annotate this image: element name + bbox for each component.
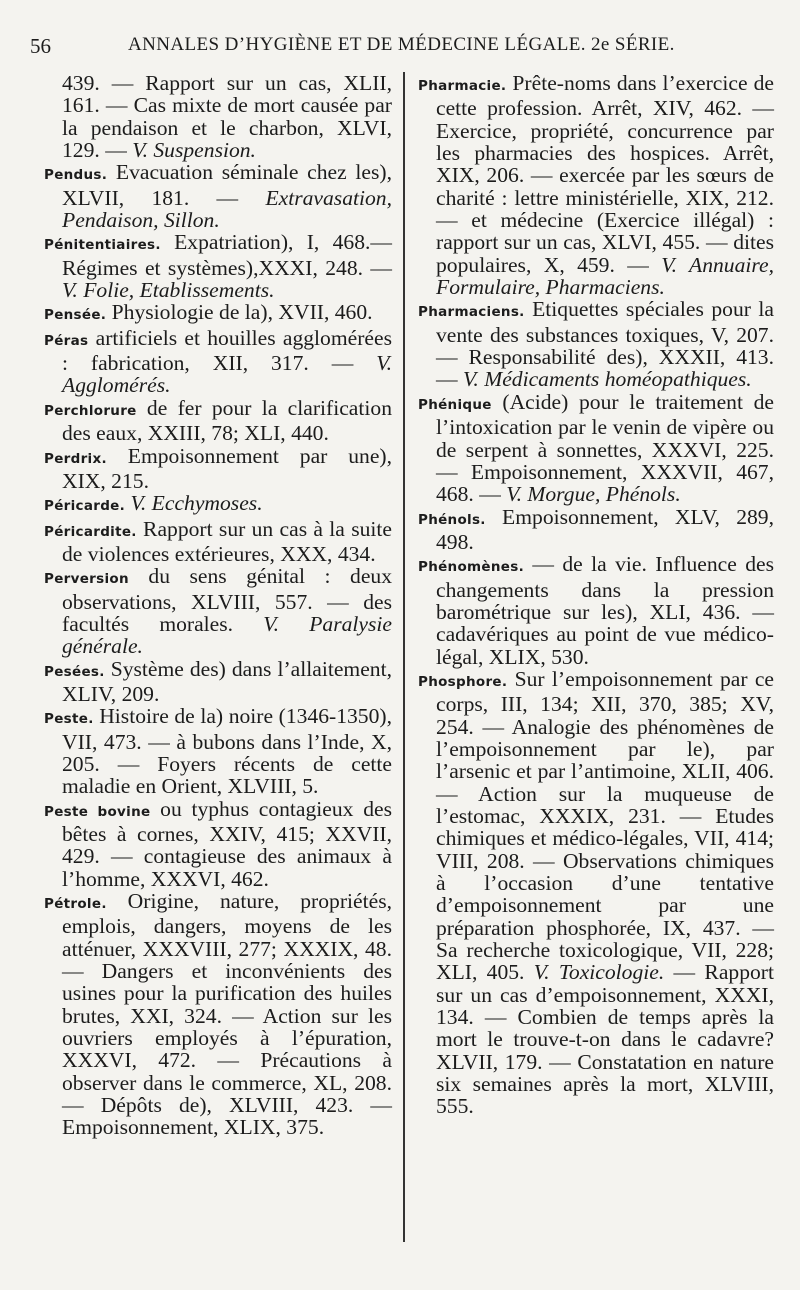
entry-text: — de la vie. Influence des changements dans la pression barométrique sur les), XLI, 436. — cadavériques au point de vue médico-légal, XLIX, 530. (436, 552, 774, 669)
entry-cross-reference: V. Paralysie générale. (62, 611, 392, 659)
index-entry (418, 668, 774, 1118)
continuation-ref: V. Suspension. (132, 138, 256, 163)
index-entry (44, 658, 392, 706)
entry-cross-reference: V. Folie, Etablissements. (62, 278, 275, 303)
entry-headword: Pendus. (44, 167, 108, 184)
entry-headword: Péricarde. (44, 498, 126, 515)
entry-text: Sur l’empoisonnement par ce corps, III, 134; XII, 370, 385; XV, 254. — Analogie des phénomènes de l’empoisonnement par le), par l’arsenic et par l’antimoine, XLII, 406. — Action sur la muqueuse de l’estomac, XXXIX, 231. — Etudes chimiques et médico-légales, VII, 414; VIII, 208. — Observations chimiques à l’occasion d’une tentative d’empoisonnement par une préparation phosphorée, IX, 437. — Sa recherche toxicologique, VII, 228; XLI, 405. (436, 666, 774, 985)
entry-headword: Phénols. (418, 511, 486, 528)
index-entry (44, 445, 392, 493)
entry-headword: Pétrole. (44, 896, 107, 913)
entry-text: Origine, nature, propriétés, emplois, dangers, moyens de les atténuer, XXXVIII, 277; XXXIX, 48. — Dangers et inconvénients des usines pour la purification des huiles brutes, XXI, 324. — Action sur les ouvriers employés à l’épuration, XXXVI, 472. — Précautions à observer dans le commerce, XL, 208. — Dépôts de), XLVIII, 423. — Empoisonnement, XLIX, 375. (62, 889, 392, 1140)
index-entry (418, 553, 774, 668)
continuation-text: 439. — Rapport sur un cas, XLII, 161. — Cas mixte de mort causée par la pendaison et le charbon, XLVI, 129. — (62, 71, 392, 163)
index-entry (44, 518, 392, 566)
left-entries (44, 161, 392, 1138)
entry-text: (Acide) pour le traitement de l’intoxication par le venin de vipère ou de serpent à sonnettes, XXXVI, 225. — Empoisonnement, XXXVII, 467, 468. — (436, 389, 774, 507)
entry-text: Prête-noms dans l’exercice de cette profession. Arrêt, XIV, 462. — Exercice, propriété, concurrence par les pharmacies des hospices. Arrêt, XIX, 206. — exercée par les sœurs de charité : lettre ministérielle, XIX, 212. — et médecine (Exercice illégal) : rapport sur un cas, XLVI, 455. — dites populaires, X, 459. — (436, 71, 774, 277)
entry-headword: Phénomènes. (418, 559, 525, 576)
continuation-entry (44, 72, 392, 161)
entry-headword: Pesées. (44, 663, 105, 680)
entry-headword: Pharmaciens. (418, 304, 525, 321)
index-entry (44, 565, 392, 657)
index-entry (44, 890, 392, 1139)
entry-text: Histoire de la) noire (1346-1350), VII, 473. — à bubons dans l’Inde, X, 205. — Foyers récents de cette maladie en Orient, XLVIII, 5. (62, 704, 392, 799)
index-entry (44, 798, 392, 890)
column-rule (403, 72, 405, 1242)
entry-cross-reference: Extravasation, Pendaison, Sillon. (62, 185, 392, 233)
left-column (44, 72, 392, 1139)
index-entry (44, 705, 392, 797)
entry-headword: Phosphore. (418, 673, 508, 690)
entry-text: Evacuation séminale chez les), XLVII, 181. — (62, 160, 392, 210)
entry-headword: Pénitentiaires. (44, 237, 161, 254)
index-entry (44, 231, 392, 301)
index-entry (44, 327, 392, 397)
entry-headword: Perdrix. (44, 450, 107, 467)
entry-text: Empoisonnement, XLV, 289, 498. (436, 504, 774, 554)
right-entries (418, 72, 774, 1118)
entry-headword: Pharmacie. (418, 78, 507, 94)
entry-text: Etiquettes spéciales pour la vente des substances toxiques, V, 207. — Responsabilité des), XXXII, 413. — (436, 297, 774, 392)
entry-cross-reference: V. Ecchymoses. (130, 491, 263, 516)
entry-text: du sens génital : deux observations, XLVIII, 557. — des facultés morales. (62, 564, 392, 636)
entry-text: Physiologie de la), XVII, 460. (106, 300, 373, 325)
entry-text-tail: — Rapport sur un cas d’empoisonnement, XXXI, 134. — Combien de temps après la mort le trouve-t-on dans le cadavre? XLVII, 179. — Constatation en nature six semaines après la mort, XLVIII, 555. (436, 960, 774, 1119)
running-head: ANNALES D’HYGIÈNE ET DE MÉDECINE LÉGALE. 2e SÉRIE. (128, 34, 675, 55)
entry-text: Rapport sur un cas à la suite de violences extérieures, XXX, 434. (62, 516, 392, 566)
index-entry (418, 391, 774, 506)
entry-headword: Peste. (44, 711, 94, 728)
entry-cross-reference: V. Morgue, Phénols. (506, 482, 681, 507)
entry-cross-reference: V. Médicaments homéopathiques. (463, 367, 752, 392)
entry-headword: Perversion (44, 571, 129, 588)
index-entry (44, 161, 392, 231)
entry-headword: Péricardite. (44, 523, 137, 540)
entry-text: Expatriation), I, 468.— Régimes et systèmes),XXXI, 248. — (62, 230, 392, 280)
entry-text: artificiels et houilles agglomérées : fabrication, XII, 317. — (62, 325, 392, 376)
index-entry (418, 72, 774, 298)
entry-headword: Perchlorure (44, 402, 137, 419)
entry-headword: Peste bovine (44, 803, 151, 820)
index-entry (418, 506, 774, 554)
entry-cross-reference: V. Agglomérés. (62, 351, 392, 398)
right-column (418, 72, 774, 1118)
entry-text: ou typhus contagieux des bêtes à cornes, XXIV, 415; XXVII, 429. — contagieuse des animaux à l’homme, XXXVI, 462. (62, 796, 392, 891)
index-entry (418, 298, 774, 390)
index-entry (44, 397, 392, 445)
page-number: 56 (30, 34, 51, 58)
entry-cross-reference: V. Toxicologie. (533, 960, 665, 985)
entry-headword: Pensée. (44, 307, 107, 324)
entry-text: Système des) dans l’allaitement, XLIV, 209. (62, 656, 392, 706)
entry-text: de fer pour la clarification des eaux, XXIII, 78; XLI, 440. (62, 395, 392, 446)
entry-headword: Phénique (418, 396, 492, 413)
entry-cross-reference: V. Annuaire, Formulaire, Pharmaciens. (436, 252, 774, 300)
index-entry (44, 301, 392, 326)
entry-headword: Péras (44, 332, 89, 349)
entry-text: Empoisonnement par une), XIX, 215. (62, 443, 392, 493)
index-entry (44, 492, 392, 517)
